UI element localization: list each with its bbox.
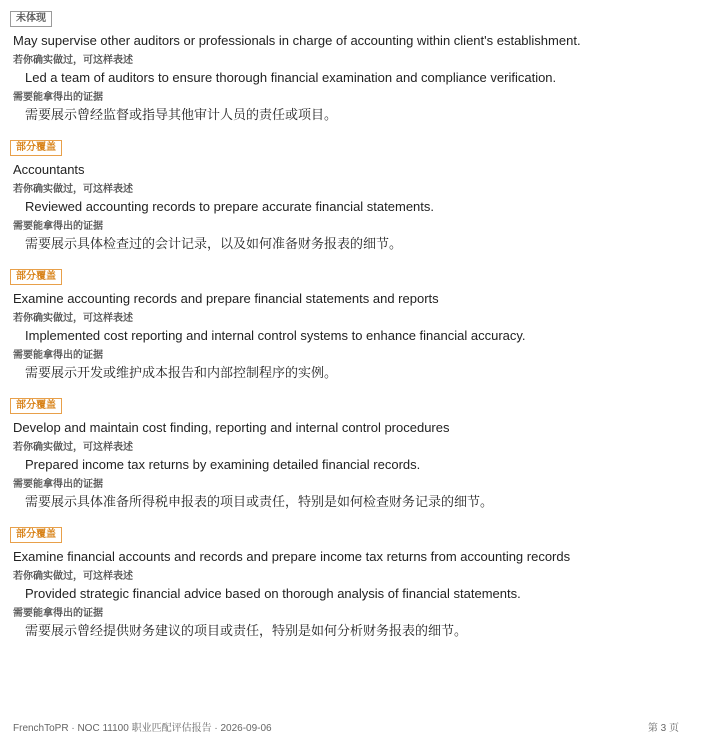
requirement-text: May supervise other auditors or professionals in charge of accounting within client's establishment.	[13, 33, 581, 48]
statement-label: 若你确实做过，可这样表述	[13, 571, 133, 582]
evidence-label: 需要能拿得出的证据	[13, 479, 103, 490]
evidence-label: 需要能拿得出的证据	[13, 350, 103, 361]
evidence-label: 需要能拿得出的证据	[13, 221, 103, 232]
evidence-text: 需要展示曾经提供财务建议的项目或责任，特别是如何分析财务报表的细节。	[25, 623, 468, 638]
requirement-block	[10, 266, 690, 381]
requirement-text: Examine financial accounts and records and prepare income tax returns from accounting records	[13, 549, 571, 564]
statement-label: 若你确实做过，可这样表述	[13, 313, 133, 324]
requirement-text: Accountants	[13, 162, 85, 177]
statement-label: 若你确实做过，可这样表述	[13, 442, 133, 453]
requirement-text: Develop and maintain cost finding, reporting and internal control procedures	[13, 420, 450, 435]
statement-text: Implemented cost reporting and internal control systems to enhance financial accuracy.	[25, 328, 526, 343]
status-badge: 部分覆盖	[10, 140, 62, 156]
requirement-block	[10, 8, 690, 123]
evidence-text: 需要展示开发或维护成本报告和内部控制程序的实例。	[25, 365, 338, 380]
requirement-text: Examine accounting records and prepare financial statements and reports	[13, 291, 439, 306]
evidence-label: 需要能拿得出的证据	[13, 92, 103, 103]
statement-text: Provided strategic financial advice based on thorough analysis of financial statements.	[25, 586, 521, 601]
page-number: 第 3 页	[647, 723, 679, 734]
status-badge: 部分覆盖	[10, 398, 62, 414]
statement-label: 若你确实做过，可这样表述	[13, 184, 133, 195]
requirement-block	[10, 524, 690, 639]
evidence-text: 需要展示曾经监督或指导其他审计人员的责任或项目。	[25, 107, 338, 122]
evidence-label: 需要能拿得出的证据	[13, 608, 103, 619]
status-badge: 未体现	[10, 11, 52, 27]
statement-text: Reviewed accounting records to prepare accurate financial statements.	[25, 199, 434, 214]
status-badge: 部分覆盖	[10, 527, 62, 543]
statement-label: 若你确实做过，可这样表述	[13, 55, 133, 66]
evidence-text: 需要展示具体检查过的会计记录，以及如何准备财务报表的细节。	[25, 236, 403, 251]
status-badge: 部分覆盖	[10, 269, 62, 285]
requirement-block	[10, 137, 690, 252]
statement-text: Led a team of auditors to ensure thorough financial examination and compliance verification.	[25, 70, 557, 85]
footer-report-info: FrenchToPR · NOC 11100 职业匹配评估报告 · 2026-09-06	[13, 723, 272, 734]
requirement-block	[10, 395, 690, 510]
statement-text: Prepared income tax returns by examining detailed financial records.	[25, 457, 421, 472]
evidence-text: 需要展示具体准备所得税申报表的项目或责任，特别是如何检查财务记录的细节。	[25, 494, 494, 509]
